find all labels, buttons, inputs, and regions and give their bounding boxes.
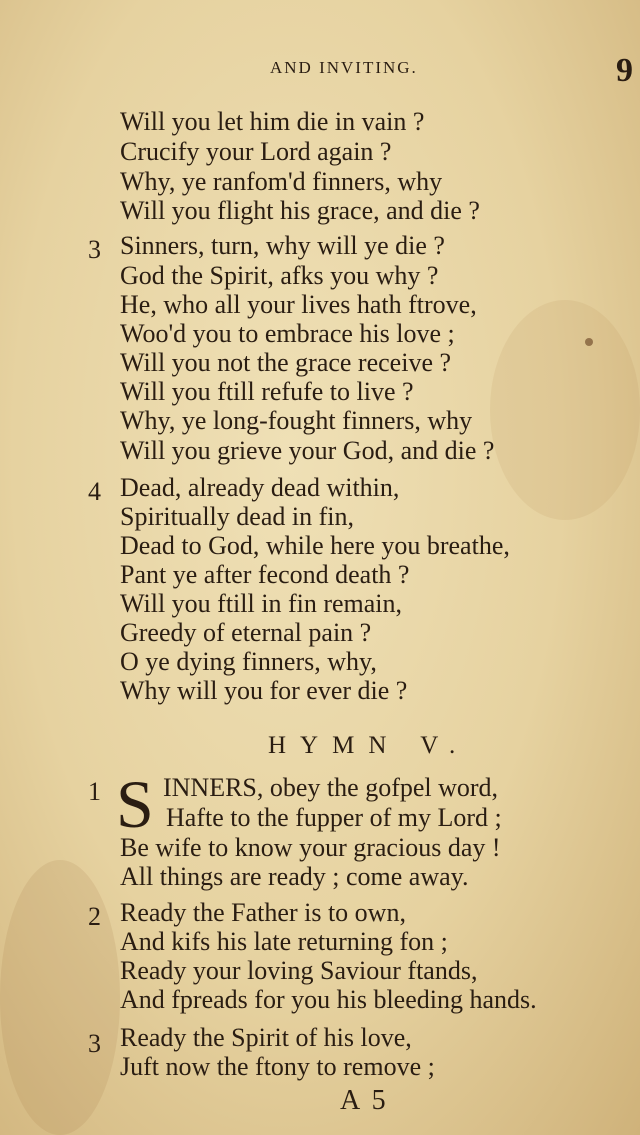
verse-line: Why, ye long-fought finners, why [120, 406, 473, 435]
verse-line: Dead to God, while here you breathe, [120, 531, 510, 560]
page-header [0, 52, 640, 89]
page-number: 9 [616, 52, 633, 89]
verse-line: And fpreads for you his bleeding hands. [120, 985, 537, 1014]
verse-line: All things are ready ; come away. [120, 862, 469, 891]
verse-line: Woo'd you to embrace his love ; [120, 319, 455, 348]
drop-cap: S [116, 766, 154, 842]
verse-number: 4 [88, 477, 101, 506]
verse-line: Dead, already dead within, [120, 473, 400, 502]
paper-stain [585, 338, 593, 346]
verse-line: Why will you for ever die ? [120, 676, 408, 705]
verse-line: God the Spirit, afks you why ? [120, 261, 439, 290]
verse-line: Hafte to the fupper of my Lord ; [166, 803, 502, 832]
verse-line: He, who all your lives hath ftrove, [120, 290, 477, 319]
verse-line: Will you ftill in fin remain, [120, 589, 403, 618]
verse-line: Will you grieve your God, and die ? [120, 436, 495, 465]
verse-line: Crucify your Lord again ? [120, 137, 392, 166]
verse-line: INNERS, obey the gofpel word, [163, 773, 499, 802]
verse-number: 1 [88, 777, 101, 806]
verse-line: Pant ye after fecond death ? [120, 560, 410, 589]
paper-stain [490, 300, 640, 520]
verse-line: Will you ftill refufe to live ? [120, 377, 414, 406]
verse-line: Ready the Father is to own, [120, 898, 406, 927]
paper-stain [0, 860, 120, 1135]
verse-number: 3 [88, 1029, 101, 1058]
verse-line: And kifs his late returning fon ; [120, 927, 448, 956]
verse-line: Why, ye ranfom'd finners, why [120, 167, 443, 196]
hymn-title: HYMN V. [268, 732, 470, 759]
verse-line: Will you not the grace receive ? [120, 348, 452, 377]
verse-line: O ye dying finners, why, [120, 647, 377, 676]
verse-line: Juft now the ftony to remove ; [120, 1052, 435, 1081]
verse-line: Spiritually dead in fin, [120, 502, 354, 531]
verse-line: Sinners, turn, why will ye die ? [120, 231, 445, 260]
verse-line: Will you let him die in vain ? [120, 107, 425, 136]
verse-number: 3 [88, 235, 101, 264]
verse-line: Be wife to know your gracious day ! [120, 833, 501, 862]
verse-line: Will you flight his grace, and die ? [120, 196, 480, 225]
running-head: AND INVITING. [270, 58, 418, 77]
verse-line: Ready your loving Saviour ftands, [120, 956, 478, 985]
verse-number: 2 [88, 902, 101, 931]
verse-line: Greedy of eternal pain ? [120, 618, 372, 647]
signature-mark: A 5 [340, 1085, 389, 1116]
verse-line: Ready the Spirit of his love, [120, 1023, 412, 1052]
